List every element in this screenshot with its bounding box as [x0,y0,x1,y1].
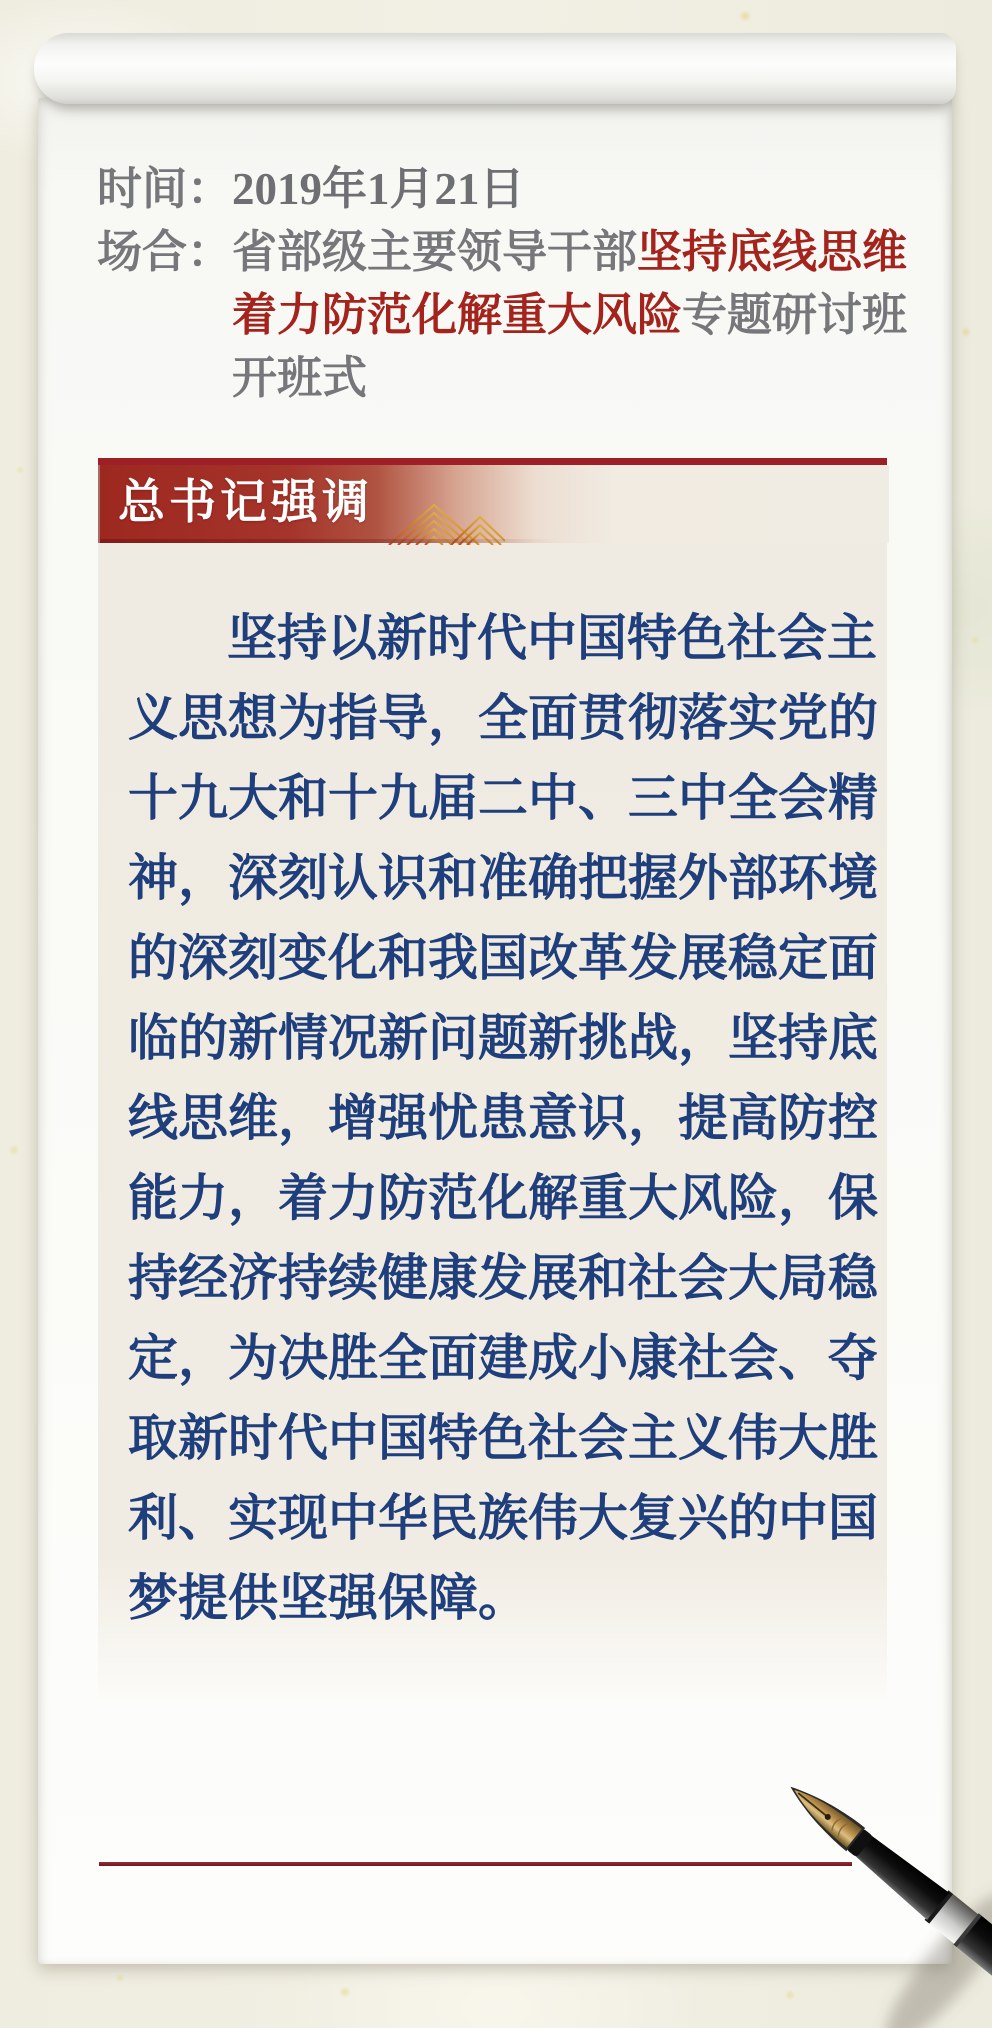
banner-title: 总书记强调 [118,477,373,529]
header-block [97,158,907,410]
quote-line: 定，为决胜全面建成小康社会、夺 [128,1330,878,1386]
scroll-roller [34,33,956,104]
occasion-highlight-1: 坚持底线思维 [637,227,908,277]
time-value: 2019年1月21日 [232,164,525,214]
quote-body [128,598,878,1638]
occasion-line [232,221,907,284]
time-row [97,158,907,221]
occasion-label: 场合： [97,227,233,277]
quote-line: 利、实现中华民族伟大复兴的中国 [128,1490,878,1546]
quote-line: 的深刻变化和我国改革发展稳定面 [128,930,878,986]
time-label: 时间： [97,164,233,214]
quote-line: 神，深刻认识和准确把握外部环境 [128,850,878,906]
occasion-suffix-1: 专题研讨班 [682,290,908,340]
banner [98,465,889,543]
occasion-row [97,221,907,410]
quote-line: 取新时代中国特色社会主义伟大胜 [128,1410,878,1466]
banner-top-line [98,458,887,465]
occasion-highlight-2: 着力防范化解重大风险 [232,290,683,340]
quote-line: 持经济持续健康发展和社会大局稳 [128,1250,878,1306]
quote-line: 能力，着力防范化解重大风险，保 [128,1170,878,1226]
fountain-pen-icon [732,1728,992,2028]
occasion-line [232,284,907,347]
quote-line: 义思想为指导，全面贯彻落实党的 [128,690,878,746]
quote-line: 梦提供坚强保障。 [128,1570,528,1626]
quote-line: 临的新情况新问题新挑战，坚持底 [128,1010,878,1066]
quote-line: 十九大和十九届二中、三中全会精 [128,770,878,826]
quote-panel [98,458,887,1708]
gold-mountains-icon [387,503,505,545]
occasion-text [232,221,907,410]
quote-line: 线思维，增强忧患意识，提高防控 [128,1090,878,1146]
occasion-suffix-2: 开班式 [232,353,368,403]
quote-line: 坚持以新时代中国特色社会主 [227,610,877,666]
occasion-prefix: 省部级主要领导干部 [232,227,638,277]
occasion-line [232,347,907,410]
